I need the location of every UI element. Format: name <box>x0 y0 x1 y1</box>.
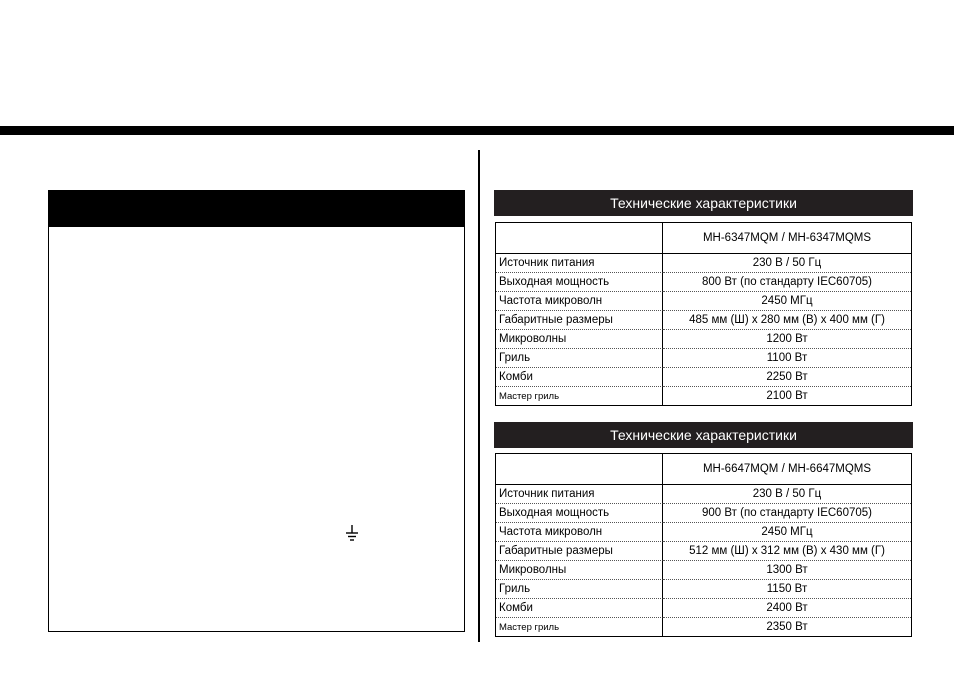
spec-value: 1150 Вт <box>663 579 911 598</box>
table-row <box>496 522 911 541</box>
spec-title: Технические характеристики <box>494 190 913 216</box>
model-name: MH-6347MQM / MH-6347MQMS <box>702 232 872 244</box>
table-row <box>496 560 911 579</box>
top-rule <box>0 126 954 135</box>
spec-label: Габаритные размеры <box>496 310 663 329</box>
table-row <box>496 579 911 598</box>
spec-value: 1300 Вт <box>663 560 911 579</box>
spec-label: Мастер гриль <box>496 617 663 636</box>
spec-table <box>495 453 912 637</box>
table-row <box>496 272 911 291</box>
spec-value: 2100 Вт <box>663 386 911 405</box>
table-row <box>496 541 911 560</box>
table-row <box>496 386 911 405</box>
table-row <box>496 348 911 367</box>
table-row <box>496 223 911 253</box>
spec-label: Габаритные размеры <box>496 541 663 560</box>
spec-title: Технические характеристики <box>494 422 913 448</box>
table-row <box>496 310 911 329</box>
table-row <box>496 253 911 272</box>
spec-value: 2450 МГц <box>663 291 911 310</box>
empty-header-cell <box>496 223 663 253</box>
spec-value: 1200 Вт <box>663 329 911 348</box>
spec-value: 900 Вт (по стандарту IEC60705) <box>663 503 911 522</box>
table-row <box>496 454 911 484</box>
spec-table <box>495 222 912 406</box>
spec-label: Выходная мощность <box>496 503 663 522</box>
spec-value: 2350 Вт <box>663 617 911 636</box>
left-box-header <box>49 191 464 227</box>
spec-value: 1100 Вт <box>663 348 911 367</box>
spec-label: Микроволны <box>496 329 663 348</box>
table-row <box>496 329 911 348</box>
spec-value: 512 мм (Ш) x 312 мм (В) x 430 мм (Г) <box>663 541 911 560</box>
table-row <box>496 598 911 617</box>
spec-value: 2450 МГц <box>663 522 911 541</box>
empty-header-cell <box>496 454 663 484</box>
table-row <box>496 367 911 386</box>
spec-value: 2250 Вт <box>663 367 911 386</box>
spec-label: Мастер гриль <box>496 386 663 405</box>
spec-label: Источник питания <box>496 253 663 272</box>
spec-label: Источник питания <box>496 484 663 503</box>
ground-symbol-icon <box>345 525 359 543</box>
model-name: MH-6647MQM / MH-6647MQMS <box>702 463 872 475</box>
spec-label: Гриль <box>496 348 663 367</box>
table-row <box>496 503 911 522</box>
spec-value: 485 мм (Ш) x 280 мм (В) x 400 мм (Г) <box>663 310 911 329</box>
spec-label: Микроволны <box>496 560 663 579</box>
table-row <box>496 291 911 310</box>
spec-value: 230 В / 50 Гц <box>663 253 911 272</box>
spec-value: 800 Вт (по стандарту IEC60705) <box>663 272 911 291</box>
spec-label: Комби <box>496 367 663 386</box>
column-divider <box>478 150 480 642</box>
table-row <box>496 617 911 636</box>
spec-label: Комби <box>496 598 663 617</box>
spec-label: Частота микроволн <box>496 522 663 541</box>
spec-label: Частота микроволн <box>496 291 663 310</box>
table-row <box>496 484 911 503</box>
spec-value: 230 В / 50 Гц <box>663 484 911 503</box>
spec-label: Выходная мощность <box>496 272 663 291</box>
left-info-box <box>48 190 465 632</box>
spec-value: 2400 Вт <box>663 598 911 617</box>
spec-label: Гриль <box>496 579 663 598</box>
